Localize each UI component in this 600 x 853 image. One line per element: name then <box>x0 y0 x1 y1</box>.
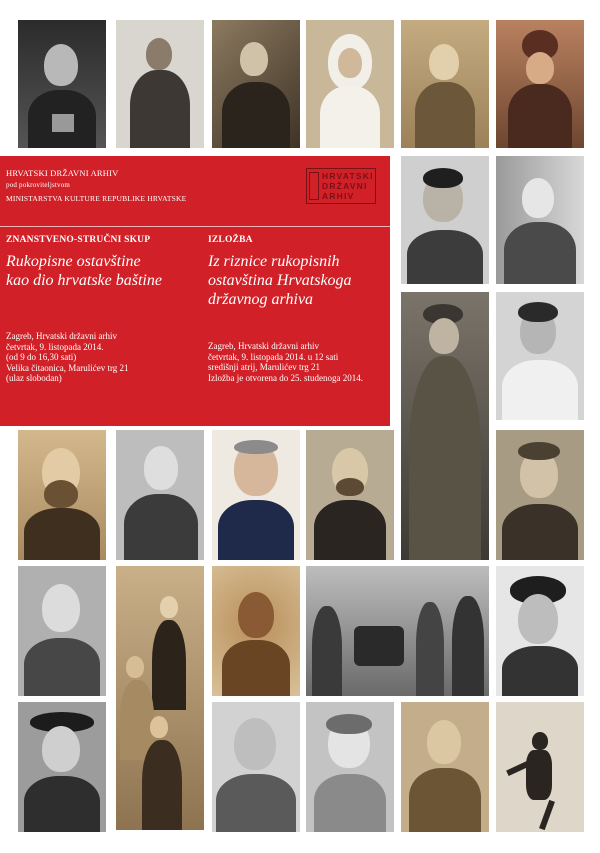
ministry-name: MINISTARSTVA KULTURE REPUBLIKE HRVATSKE <box>6 194 187 203</box>
portrait-photo <box>18 430 106 560</box>
portrait-photo <box>496 20 584 148</box>
portrait-photo <box>401 20 489 148</box>
right-title: Iz riznice rukopisnih ostavština Hrvatskoga državnog arhiva <box>208 253 352 308</box>
portrait-photo <box>18 702 106 832</box>
left-heading: ZNANSTVENO-STRUČNI SKUP <box>6 235 151 245</box>
portrait-photo <box>306 702 394 832</box>
portrait-photo <box>496 292 584 420</box>
right-info: Zagreb, Hrvatski državni arhiv četvrtak, 9. listopada 2014. u 12 sati središnji atrij, Marulićev trg 21 Izložba je otvorena do 25. studenoga 2014. <box>208 341 363 383</box>
portrait-photo <box>116 20 204 148</box>
portrait-photo <box>306 20 394 148</box>
org-name: HRVATSKI DRŽAVNI ARHIV <box>6 168 119 178</box>
divider <box>0 226 390 227</box>
portrait-photo <box>496 156 584 284</box>
left-info: Zagreb, Hrvatski državni arhiv četvrtak, 9. listopada 2014. (od 9 do 16,30 sati) Velika čitaonica, Marulićev trg 21 (ulaz slobodan) <box>6 331 129 383</box>
group-photo <box>116 566 204 830</box>
portrait-photo <box>401 156 489 284</box>
left-title: Rukopisne ostavštine kao dio hrvatske baštine <box>6 253 162 289</box>
portrait-photo <box>496 430 584 560</box>
portrait-photo <box>18 566 106 696</box>
portrait-photo <box>212 702 300 832</box>
right-heading: IZLOŽBA <box>208 235 253 245</box>
archive-logo: HRVATSKI DRŽAVNI ARHIV <box>306 168 376 204</box>
portrait-photo <box>496 566 584 696</box>
patron-prefix: pod pokroviteljstvom <box>6 181 71 189</box>
dance-photo <box>496 702 584 832</box>
portrait-photo <box>212 566 300 696</box>
portrait-photo <box>212 430 300 560</box>
portrait-photo <box>212 20 300 148</box>
group-photo <box>306 566 489 696</box>
portrait-photo <box>18 20 106 148</box>
portrait-photo <box>401 292 489 560</box>
portrait-photo <box>306 430 394 560</box>
portrait-photo <box>401 702 489 832</box>
portrait-photo <box>116 430 204 560</box>
